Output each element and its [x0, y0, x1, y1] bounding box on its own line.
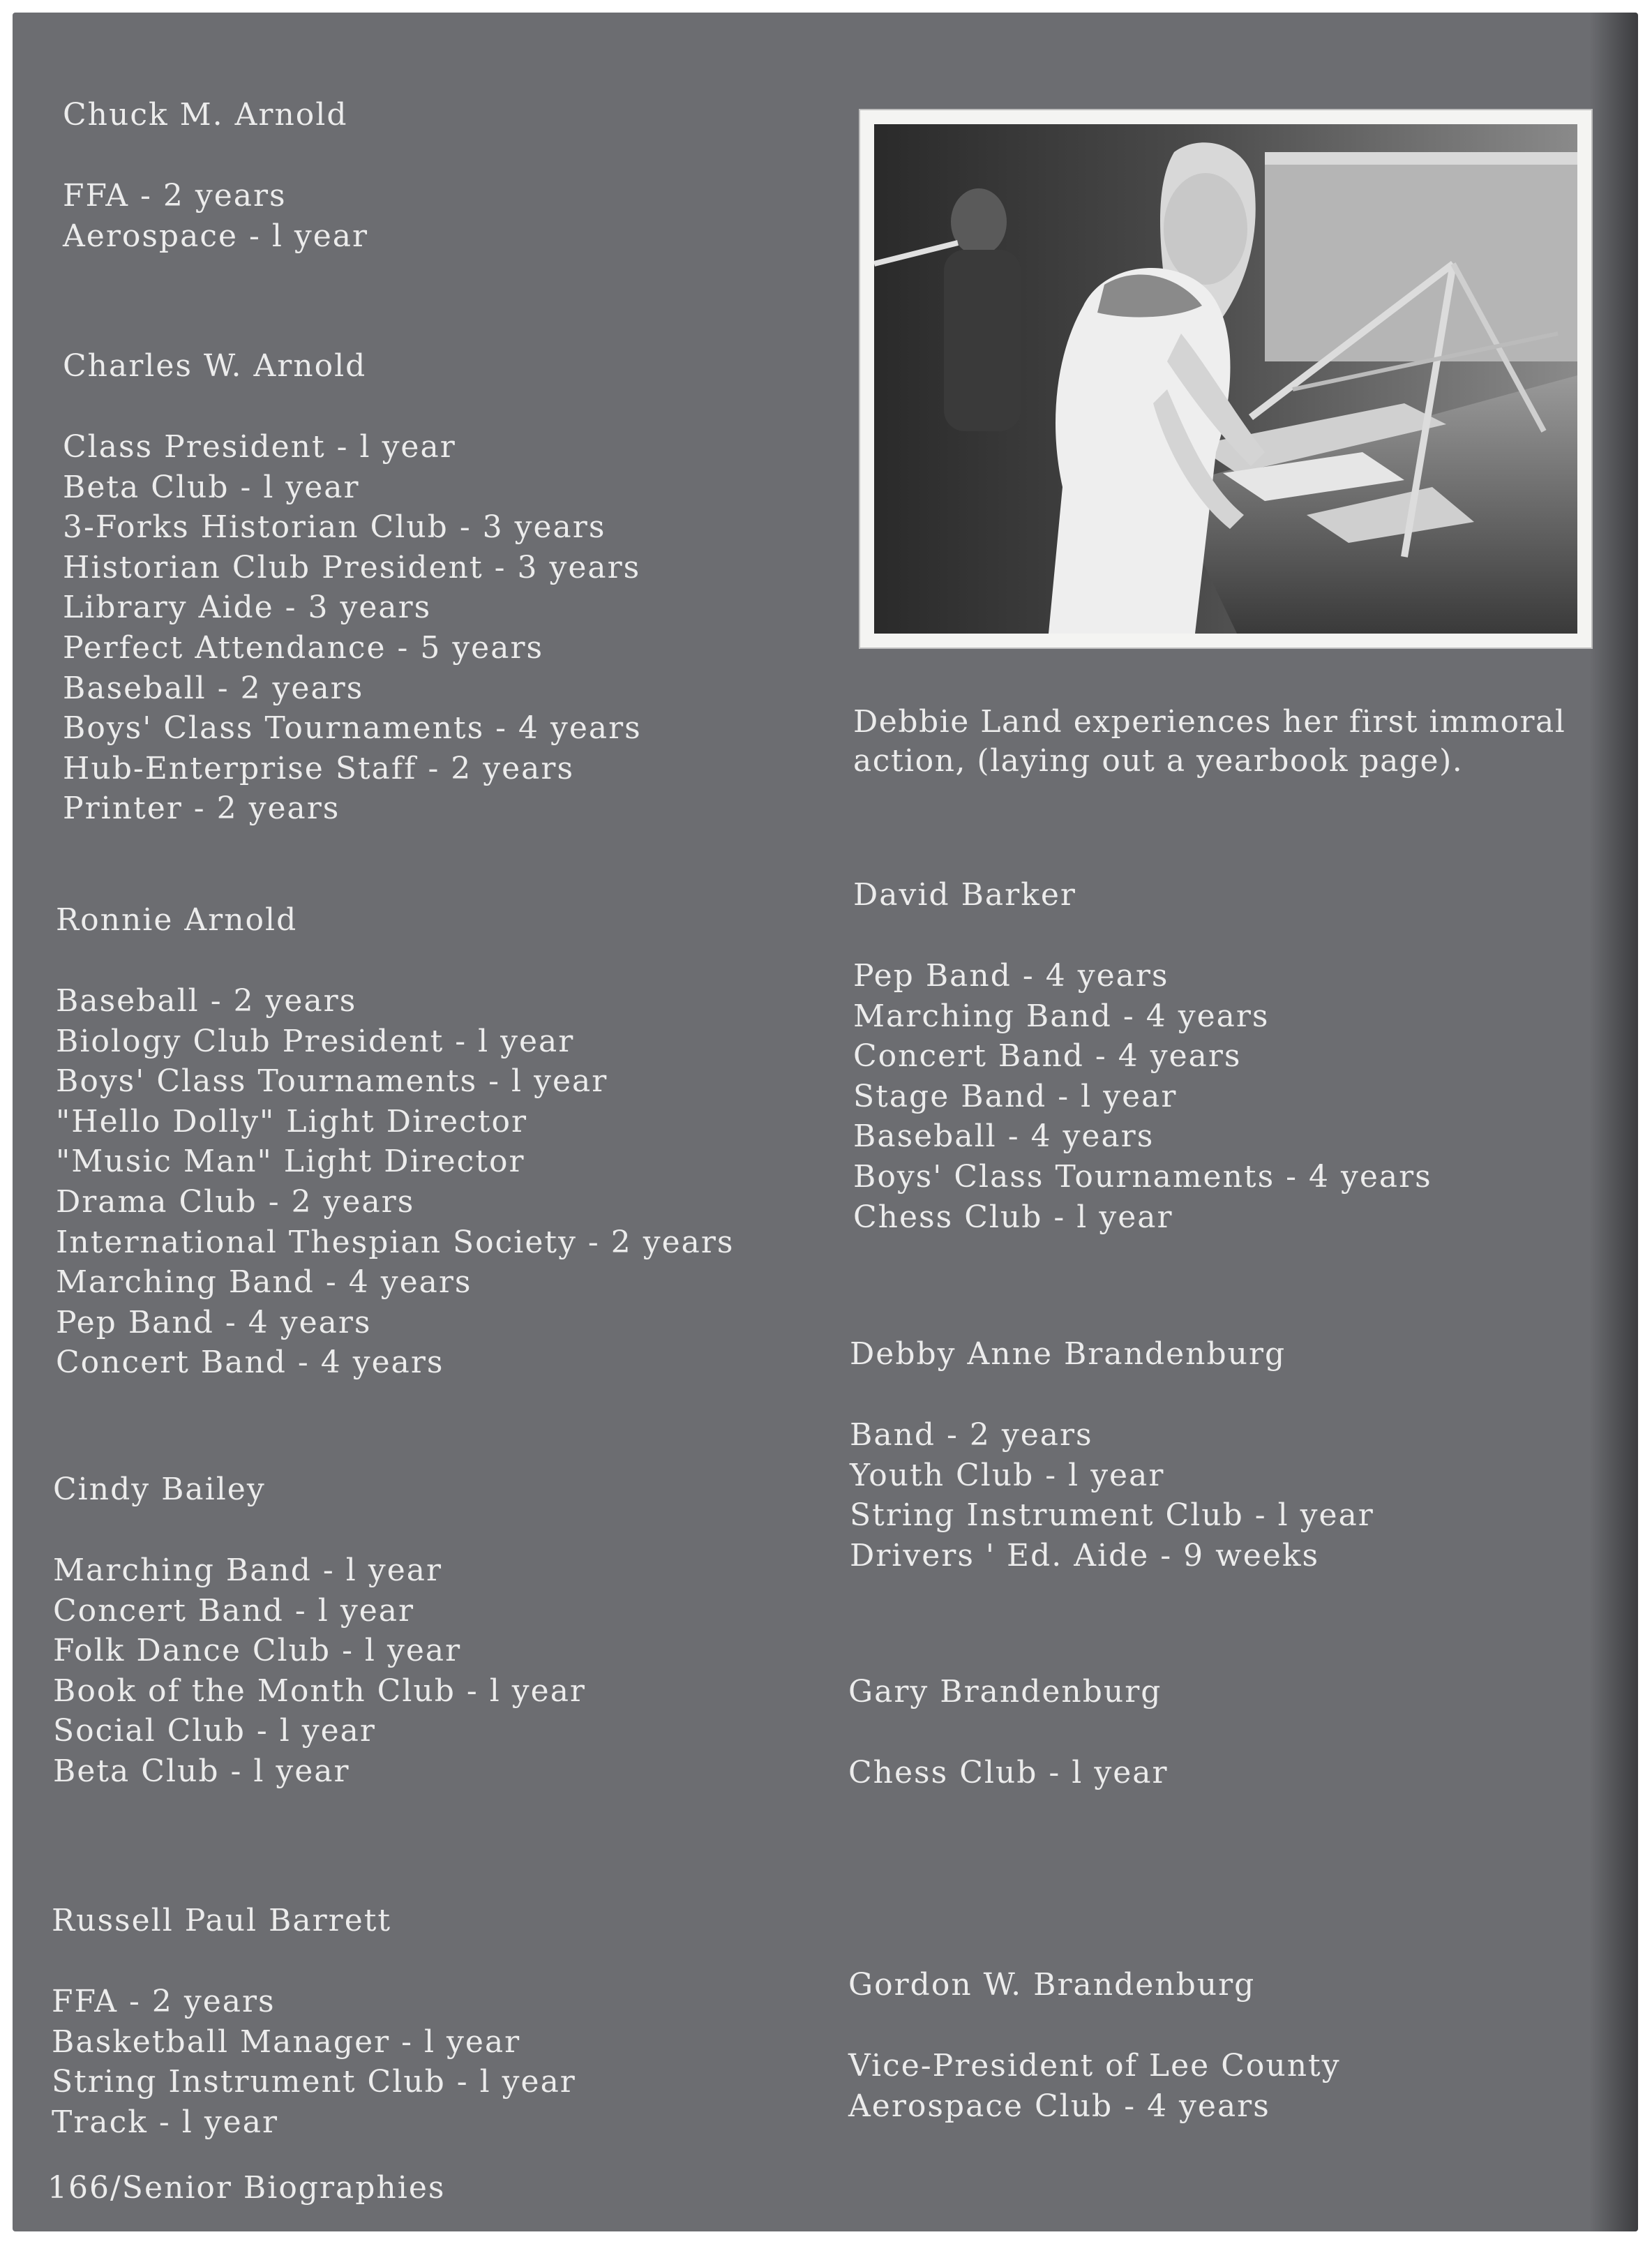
yearbook-page [13, 13, 1638, 2231]
activity-list [56, 981, 735, 1383]
bio-cindy-bailey [53, 1469, 586, 1792]
activity-list [848, 2046, 1341, 2126]
activity-item: "Hello Dolly" Light Director [56, 1103, 527, 1139]
activity-item: Historian Club President - 3 years [63, 549, 641, 585]
photo-illustration [874, 124, 1577, 634]
activity-item: Pep Band - 4 years [56, 1304, 372, 1340]
bio-name: David Barker [853, 877, 1076, 913]
bio-david-barker [853, 875, 1432, 1237]
activity-item: Concert Band - l year [53, 1592, 415, 1629]
activity-item: Baseball - 2 years [56, 983, 357, 1019]
photo-caption: Debbie Land experiences her first immoral action, (laying out a yearbook page). [853, 704, 1566, 779]
activity-item: Stage Band - l year [853, 1078, 1178, 1114]
bio-gordon-brandenburg [848, 1965, 1341, 2126]
activity-item: Beta Club - l year [53, 1753, 350, 1789]
bio-gary-brandenburg [848, 1672, 1169, 1793]
activity-item: Book of the Month Club - l year [53, 1673, 586, 1709]
activity-item: Boys' Class Tournaments - 4 years [853, 1158, 1432, 1195]
activity-item: Hub-Enterprise Staff - 2 years [63, 750, 575, 786]
bio-debby-brandenburg [850, 1334, 1374, 1576]
bio-name: Cindy Bailey [53, 1472, 266, 1507]
activity-item: Drama Club - 2 years [56, 1183, 415, 1220]
activity-item: Track - l year [52, 2104, 278, 2140]
activity-item: Beta Club - l year [63, 469, 360, 505]
activity-item: Vice-President of Lee County [848, 2048, 1341, 2084]
bio-name: Gordon W. Brandenburg [848, 1967, 1256, 2003]
activity-item: Boys' Class Tournaments - l year [56, 1063, 608, 1100]
activity-item: Social Club - l year [53, 1713, 376, 1749]
activity-item: Concert Band - 4 years [56, 1345, 444, 1381]
yearbook-photo [860, 110, 1591, 648]
activity-item: Baseball - 2 years [63, 670, 364, 706]
activity-list [53, 1550, 586, 1792]
activity-list [63, 176, 368, 256]
activity-item: 3-Forks Historian Club - 3 years [63, 509, 606, 546]
activity-item: Basketball Manager - l year [52, 2024, 521, 2060]
page-edge-shadow [1589, 13, 1638, 2231]
bio-name: Debby Anne Brandenburg [850, 1336, 1286, 1372]
bio-name: Russell Paul Barrett [52, 1903, 392, 1938]
activity-item: "Music Man" Light Director [56, 1144, 525, 1180]
activity-item: Drivers ' Ed. Aide - 9 weeks [850, 1537, 1320, 1573]
activity-item: Boys' Class Tournaments - 4 years [63, 710, 642, 747]
activity-list [848, 1753, 1169, 1793]
activity-item: Aerospace Club - 4 years [848, 2088, 1270, 2124]
bio-name: Chuck M. Arnold [63, 97, 348, 133]
activity-item: String Instrument Club - l year [52, 2064, 576, 2100]
bio-charles-arnold [63, 346, 642, 829]
activity-item: Biology Club President - l year [56, 1023, 575, 1059]
activity-item: Printer - 2 years [63, 791, 340, 827]
activity-item: Band - 2 years [850, 1417, 1093, 1453]
activity-list [850, 1415, 1374, 1576]
activity-item: Marching Band - l year [53, 1553, 442, 1588]
activity-item: Marching Band - 4 years [853, 998, 1270, 1034]
activity-item: Chess Club - l year [848, 1755, 1169, 1790]
bio-chuck-arnold [63, 95, 368, 256]
activity-list [52, 1982, 576, 2142]
bio-name: Gary Brandenburg [848, 1674, 1162, 1710]
activity-item: FFA - 2 years [52, 1984, 276, 2019]
activity-item: String Instrument Club - l year [850, 1497, 1374, 1534]
bio-ronnie-arnold [56, 900, 735, 1383]
activity-item: Baseball - 4 years [853, 1119, 1155, 1155]
bio-russell-barrett [52, 1901, 576, 2142]
activity-item: FFA - 2 years [63, 178, 287, 214]
activity-item: Concert Band - 4 years [853, 1038, 1242, 1075]
activity-item: Pep Band - 4 years [853, 958, 1169, 994]
activity-item: Class President - l year [63, 429, 456, 465]
activity-item: International Thespian Society - 2 years [56, 1224, 735, 1260]
bio-name: Ronnie Arnold [56, 902, 298, 938]
activity-item: Library Aide - 3 years [63, 590, 432, 626]
activity-list [63, 427, 642, 829]
activity-list [853, 956, 1432, 1237]
activity-item: Aerospace - l year [63, 218, 369, 254]
activity-item: Folk Dance Club - l year [53, 1633, 462, 1669]
page-footer: 166/Senior Biographies [47, 2170, 446, 2206]
activity-item: Youth Club - l year [850, 1457, 1165, 1493]
activity-item: Perfect Attendance - 5 years [63, 629, 544, 666]
activity-item: Chess Club - l year [853, 1199, 1173, 1235]
activity-item: Marching Band - 4 years [56, 1264, 472, 1301]
bio-name: Charles W. Arnold [63, 348, 367, 384]
